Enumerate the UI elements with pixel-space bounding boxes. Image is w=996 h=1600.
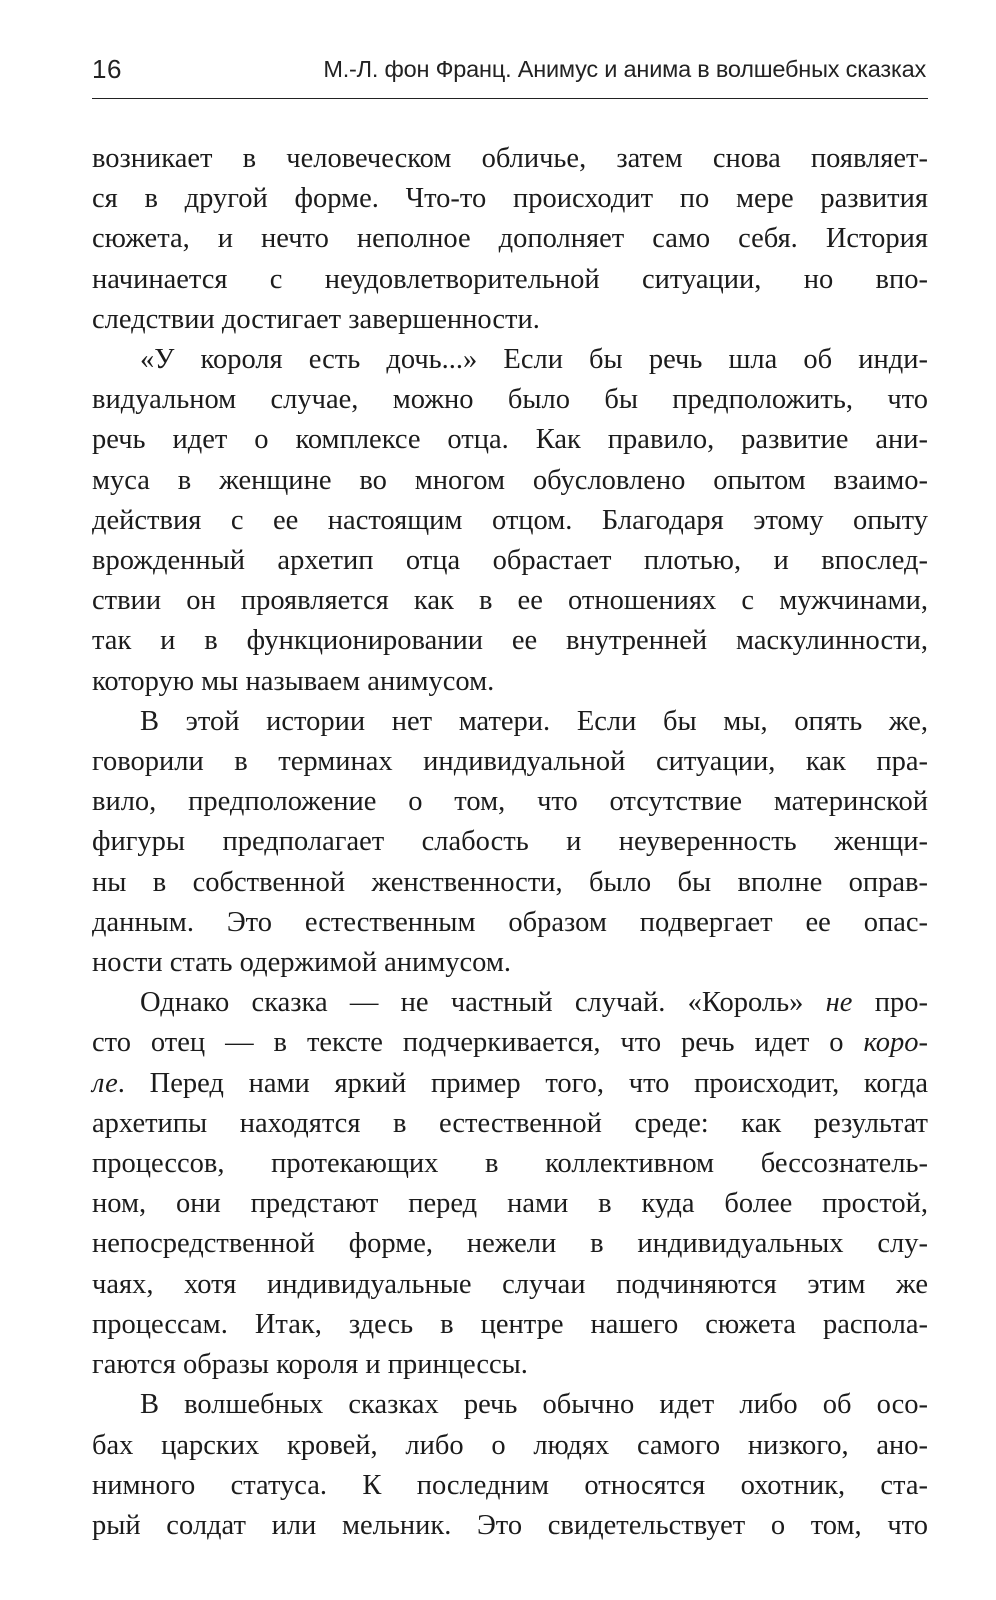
text-segment: действия с ее настоящим отцом. Благодаря этому опыту <box>92 504 928 536</box>
text-segment: ствии он проявляется как в ее отношениях с мужчинами, <box>92 585 928 617</box>
text-line <box>92 260 928 300</box>
text-line <box>92 1385 928 1425</box>
text-line <box>92 943 928 983</box>
text-line <box>92 461 928 501</box>
text-segment: чаях, хотя индивидуальные случаи подчиняются этим же <box>92 1268 928 1300</box>
text-line <box>92 702 928 742</box>
italic-text: коро- <box>863 1027 928 1059</box>
text-segment: сюжета, и нечто неполное дополняет само себя. История <box>92 223 928 255</box>
text-line <box>92 1104 928 1144</box>
text-segment: ны в собственной женственности, было бы вполне оправ- <box>92 866 928 898</box>
paragraph <box>92 983 928 1385</box>
text-segment: бах царских кровей, либо о людях самого низкого, ано- <box>92 1429 928 1461</box>
paragraph <box>92 702 928 983</box>
text-segment: речь идет о комплексе отца. Как правило, развитие ани- <box>92 424 928 456</box>
paragraph <box>92 1385 928 1546</box>
text-segment: ности стать одержимой анимусом. <box>92 947 512 979</box>
text-segment: «У короля есть дочь...» Если бы речь шла об инди- <box>140 344 928 376</box>
text-line <box>92 822 928 862</box>
text-line <box>92 863 928 903</box>
italic-text: ле <box>92 1067 118 1099</box>
page-number: 16 <box>92 54 122 84</box>
text-line <box>92 380 928 420</box>
text-segment: гаются образы короля и принцессы. <box>92 1349 528 1381</box>
text-segment: процессам. Итак, здесь в центре нашего сюжета распола- <box>92 1308 928 1340</box>
text-line <box>92 501 928 541</box>
text-line <box>92 1466 928 1506</box>
running-header <box>92 52 928 99</box>
text-line <box>92 1345 928 1385</box>
text-segment: вило, предположение о том, что отсутствие материнской <box>92 786 928 818</box>
text-segment: начинается с неудовлетворительной ситуации, но впо- <box>92 263 928 295</box>
text-line <box>92 983 928 1023</box>
text-segment: Однако сказка — не частный случай. «Король» <box>140 987 826 1019</box>
text-line <box>92 1426 928 1466</box>
text-segment: фигуры предполагает слабость и неуверенность женщи- <box>92 826 928 858</box>
text-line <box>92 621 928 661</box>
text-segment: муса в женщине во многом обусловлено опытом взаимо- <box>92 464 928 496</box>
italic-text: не <box>825 987 853 1019</box>
text-segment: нимного статуса. К последним относятся охотник, ста- <box>92 1469 928 1501</box>
paragraph <box>92 139 928 340</box>
text-segment: ном, они предстают перед нами в куда более простой, <box>92 1188 928 1220</box>
text-line <box>92 219 928 259</box>
text-segment: сто отец — в тексте подчеркивается, что речь идет о <box>92 1027 864 1059</box>
text-line <box>92 1224 928 1264</box>
text-line <box>92 581 928 621</box>
text-segment: говорили в терминах индивидуальной ситуации, как пра- <box>92 746 928 778</box>
text-segment: В волшебных сказках речь обычно идет либо об осо- <box>140 1389 928 1421</box>
text-segment: возникает в человеческом обличье, затем снова появляет- <box>92 143 928 174</box>
text-line <box>92 1184 928 1224</box>
text-line <box>92 662 928 702</box>
text-segment: ся в другой форме. Что-то происходит по мере развития <box>92 183 928 215</box>
text-line <box>92 420 928 460</box>
text-segment: врожденный архетип отца обрастает плотью, и впослед- <box>92 545 928 577</box>
text-line <box>92 1265 928 1305</box>
text-line <box>92 1305 928 1345</box>
text-line <box>92 903 928 943</box>
text-segment: . Перед нами яркий пример того, что происходит, когда <box>117 1067 928 1099</box>
text-segment: которую мы называем анимусом. <box>92 665 495 697</box>
text-segment: процессов, протекающих в коллективном бессознатель- <box>92 1148 928 1180</box>
text-line <box>92 1023 928 1063</box>
text-segment: рый солдат или мельник. Это свидетельствует о том, что <box>92 1509 928 1541</box>
text-segment: видуальном случае, можно было бы предположить, что <box>92 384 928 416</box>
text-segment: следствии достигает завершенности. <box>92 303 540 335</box>
text-segment: В этой истории нет матери. Если бы мы, опять же, <box>140 705 928 737</box>
paragraph <box>92 340 928 702</box>
running-title: М.-Л. фон Франц. Анимус и анима в волшебных сказках <box>323 56 926 82</box>
text-line <box>92 742 928 782</box>
text-line <box>92 782 928 822</box>
text-segment: про- <box>852 987 928 1019</box>
text-segment: данным. Это естественным образом подвергает ее опас- <box>92 906 928 938</box>
body-text <box>92 139 928 1546</box>
text-line <box>92 541 928 581</box>
text-segment: непосредственной форме, нежели в индивидуальных слу- <box>92 1228 928 1260</box>
text-line <box>92 139 928 179</box>
text-segment: так и в функционировании ее внутренней маскулинности, <box>92 625 928 657</box>
text-segment: архетипы находятся в естественной среде: как результат <box>92 1107 928 1139</box>
text-line <box>92 1506 928 1546</box>
text-line <box>92 1144 928 1184</box>
text-line <box>92 300 928 340</box>
text-line <box>92 179 928 219</box>
text-line <box>92 340 928 380</box>
text-line <box>92 1064 928 1104</box>
